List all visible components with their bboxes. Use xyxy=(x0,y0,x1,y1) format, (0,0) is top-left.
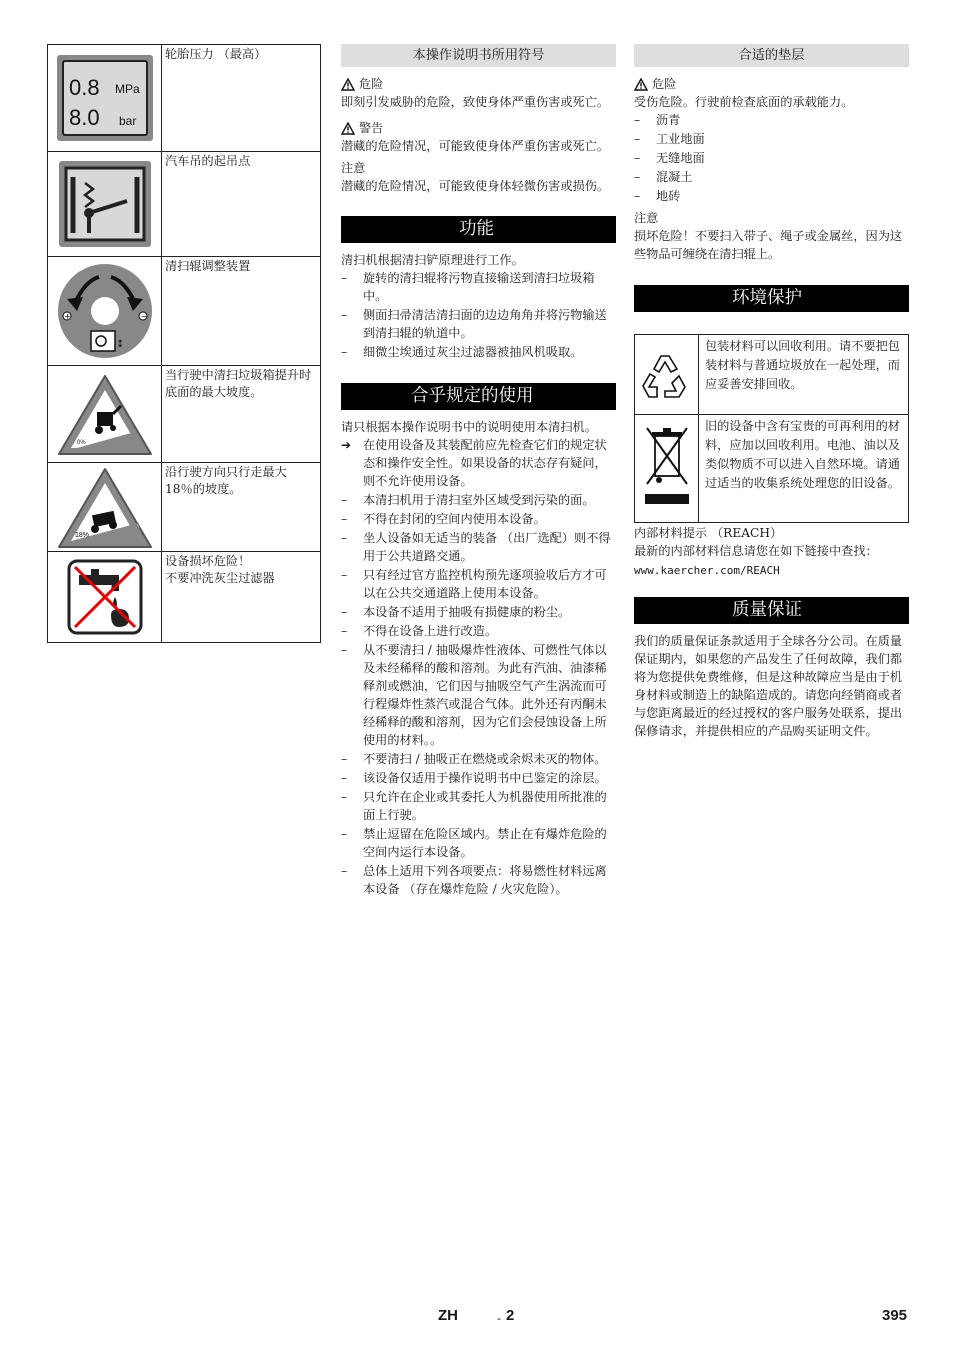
symbol-description: 清扫辊调整装置 xyxy=(165,259,251,273)
danger-heading xyxy=(341,75,616,93)
section-heading-environment: 环境保护 xyxy=(634,285,909,312)
list-item: – 只允许在企业或其委托人为机器使用所批准的面上行驶。 xyxy=(341,790,607,822)
svg-text:8.0: 8.0 xyxy=(68,105,100,130)
list-item: – 只有经过官方监控机构预先逐项验收后方才可以在公共交通道路上使用本设备。 xyxy=(341,568,607,600)
warning-heading xyxy=(341,119,616,137)
surface-list xyxy=(634,111,909,205)
symbol-row-max-slope-18 xyxy=(48,463,320,552)
symbol-row-no-washing-filter xyxy=(48,552,320,643)
section-heading-warranty: 质量保证 xyxy=(634,597,909,624)
environment-row-disposal xyxy=(635,414,908,522)
list-item: – 侧面扫帚清洁清扫面的边边角角并将污物输送到清扫辊的轨道中。 xyxy=(341,308,607,340)
disposal-text: 旧的设备中含有宝贵的可再利用的材料，应加以回收利用。电池、油以及类似物质不可以进入自然环境。请通过适当的收集系统处理您的旧设备。 xyxy=(705,419,900,490)
symbol-description: 当行驶中清扫垃圾箱提升时底面的最大坡度。 xyxy=(165,368,312,399)
list-item: – 该设备仅适用于操作说明书中已鉴定的涂层。 xyxy=(341,771,607,785)
danger-label: 危险 xyxy=(652,77,677,91)
roller-adjust-icon xyxy=(48,257,162,365)
svg-text:−: − xyxy=(140,312,147,321)
environment-row-recycle xyxy=(635,335,908,414)
function-list xyxy=(341,269,616,361)
symbol-row-tire-pressure xyxy=(48,45,320,152)
list-item: – 细微尘埃通过灰尘过滤器被抽风机吸取。 xyxy=(341,345,583,359)
footer-subpage: 2 xyxy=(506,1307,515,1324)
svg-text:0%: 0% xyxy=(76,440,86,446)
warranty-text: 我们的质量保证条款适用于全球各分公司。在质量保证期内，如果您的产品发生了任何故障，我们都将为您提供免费维修，但是这种故障应当是由于机身材料或制造上的缺陷造成的。请您向经销商或者与您距离最近的经过授权的客户服务处联系，提出保修请求，并提供相应的产品购买证明文件。 xyxy=(634,634,903,738)
warning-label: 警告 xyxy=(359,121,384,135)
list-item: – 总体上适用下列各项要点：将易燃性材料远离本设备 （存在爆炸危险 / 火灾危险）。 xyxy=(341,864,607,896)
right-column xyxy=(634,44,909,740)
symbol-description: 沿行驶方向只行走最大 18％的坡度。 xyxy=(165,465,287,496)
list-item: – 工业地面 xyxy=(634,132,705,146)
recycle-icon xyxy=(635,335,699,414)
slope-18-warning-icon xyxy=(48,463,162,551)
symbol-description: 设备损坏危险！ 不要冲洗灰尘过滤器 xyxy=(165,554,275,585)
section-heading-function: 功能 xyxy=(341,216,616,243)
symbol-row-max-slope-emptying xyxy=(48,366,320,463)
list-item: – 无缝地面 xyxy=(634,151,705,165)
symbol-table xyxy=(47,44,321,643)
warning-triangle-icon xyxy=(634,78,648,91)
list-item: – 混凝土 xyxy=(634,170,693,184)
danger-text: 即刻引发威胁的危险，致使身体严重伤害或死亡。 xyxy=(341,95,610,109)
symbol-row-roller-adjust xyxy=(48,257,320,366)
caution-label: 注意 xyxy=(341,161,366,175)
surface-danger-text: 受伤危险。行驶前检查底面的承载能力。 xyxy=(634,95,854,109)
middle-column xyxy=(341,44,616,899)
svg-text:18%: 18% xyxy=(74,532,89,539)
section-heading-symbols: 本操作说明书所用符号 xyxy=(341,44,616,67)
list-item: – 禁止逗留在危险区域内。禁止在有爆炸危险的空间内运行本设备。 xyxy=(341,827,607,859)
svg-text:+: + xyxy=(63,312,71,321)
svg-text:MPa: MPa xyxy=(114,82,140,96)
surface-caution-text: 损坏危险！不要扫入带子、绳子或金属丝，因为这些物品可缠绕在清扫辊上。 xyxy=(634,229,903,261)
lifting-point-icon xyxy=(48,152,162,256)
list-item: – 不得在设备上进行改造。 xyxy=(341,624,498,638)
list-item: – 地砖 xyxy=(634,189,681,203)
svg-text:0.8: 0.8 xyxy=(68,75,100,100)
danger-label: 危险 xyxy=(359,77,384,91)
list-item: – 不得在封闭的空间内使用本设备。 xyxy=(341,512,546,526)
symbol-description: 汽车吊的起吊点 xyxy=(165,154,251,168)
warning-triangle-icon xyxy=(341,78,355,91)
list-item: – 沥青 xyxy=(634,113,681,127)
symbol-table-column xyxy=(47,44,321,643)
svg-text:↕: ↕ xyxy=(115,339,124,350)
surface-danger-heading xyxy=(634,75,909,93)
crossed-bin-icon xyxy=(635,415,699,522)
proper-use-list xyxy=(341,436,616,898)
footer-subpage-dash: - xyxy=(497,1311,501,1325)
list-item: – 旋转的清扫辊将污物直接输送到清扫垃圾箱中。 xyxy=(341,271,595,303)
function-intro: 清扫机根据清扫铲原理进行工作。 xyxy=(341,253,524,267)
section-heading-proper-use: 合乎规定的使用 xyxy=(341,383,616,410)
caution-text: 潜藏的危险情况，可能致使身体轻微伤害或损伤。 xyxy=(341,179,610,193)
pressure-gauge-icon xyxy=(48,45,162,151)
list-item: ➔ 在使用设备及其装配前应先检查它们的规定状态和操作安全性。如果设备的状态存有疑问，则不允许使用设备。 xyxy=(341,438,607,488)
slope-warning-icon xyxy=(48,366,162,462)
reach-title: 内部材料提示 （REACH） xyxy=(634,526,783,540)
proper-use-intro: 请只根据本操作说明书中的说明使用本清扫机。 xyxy=(341,420,597,434)
environment-table xyxy=(634,334,909,523)
caution-label: 注意 xyxy=(634,211,659,225)
no-washing-filter-icon xyxy=(48,552,162,642)
list-item: – 本清扫机用于清扫室外区域受到污染的面。 xyxy=(341,493,595,507)
section-heading-surface: 合适的垫层 xyxy=(634,44,909,67)
list-item: – 不要清扫 / 抽吸正在燃烧或余烬未灭的物体。 xyxy=(341,752,607,766)
svg-text:bar: bar xyxy=(118,114,136,128)
warning-text: 潜藏的危险情况，可能致使身体严重伤害或死亡。 xyxy=(341,139,610,153)
recycle-text: 包装材料可以回收利用。请不要把包装材料与普通垃圾放在一起处理，而应妥善安排回收。 xyxy=(705,339,900,391)
list-item: – 本设备不适用于抽吸有损健康的粉尘。 xyxy=(341,605,571,619)
footer-page-number: 395 xyxy=(882,1307,908,1324)
symbol-row-lifting-point xyxy=(48,152,320,257)
symbol-description: 轮胎压力 （最高） xyxy=(165,47,267,61)
warning-triangle-icon xyxy=(341,122,355,135)
reach-text: 最新的内部材料信息请您在如下链接中查找： xyxy=(634,544,878,558)
reach-link[interactable]: www.kaercher.com/REACH xyxy=(634,564,780,577)
list-item: – 从不要清扫 / 抽吸爆炸性液体、可燃性气体以及未经稀释的酸和溶剂。为此有汽油、油漆稀释剂或燃油，它们因与抽吸空气产生涡流而可行程爆炸性蒸汽或混合气体。此外还有丙酮未经稀释的酸和溶剂，因为它们会侵蚀设备上所使用的材料。。 xyxy=(341,643,607,747)
footer-language: ZH xyxy=(438,1307,458,1324)
list-item: – 坐人设备如无适当的装备 （出厂选配）则不得用于公共道路交通。 xyxy=(341,531,611,563)
